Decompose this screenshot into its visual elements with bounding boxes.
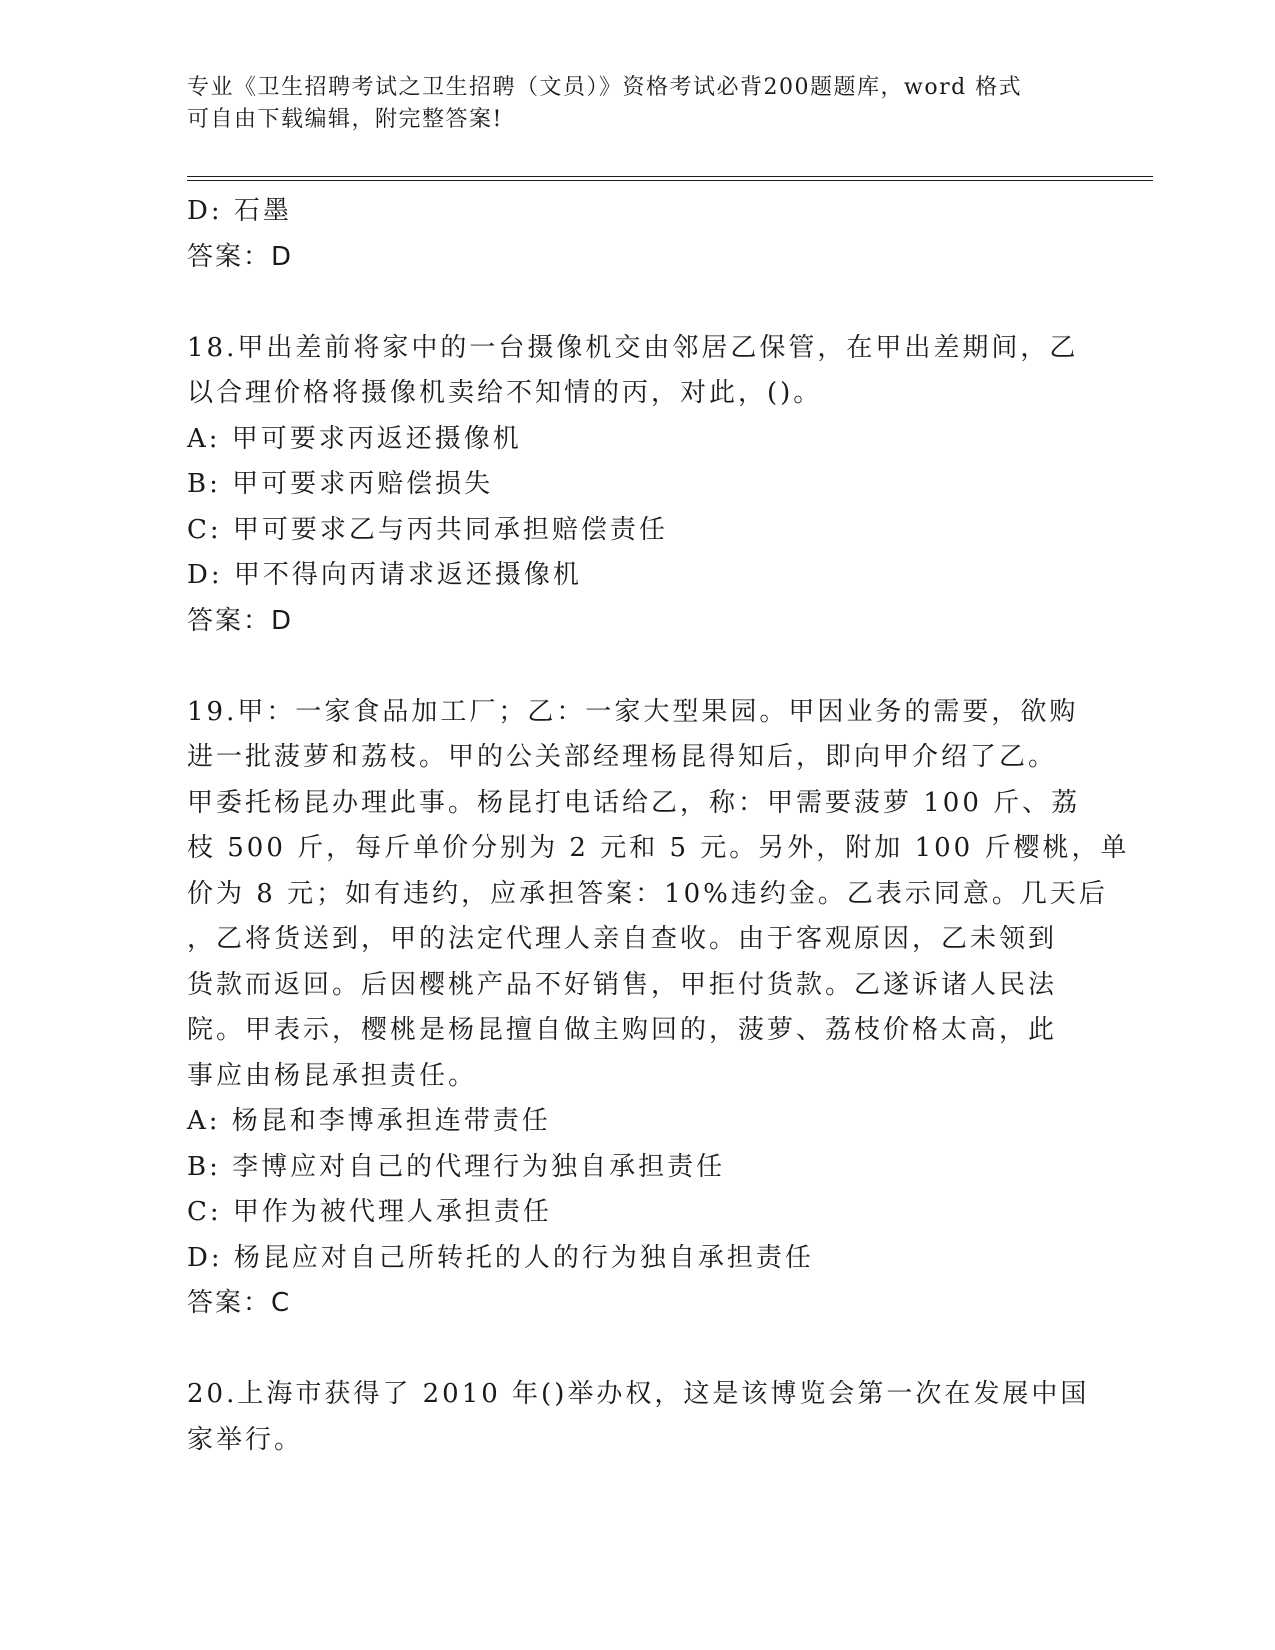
header-line-1: 专业《卫生招聘考试之卫生招聘（文员）》资格考试必背200题题库，word 格式 [187,75,1023,100]
option-d: D: 杨昆应对自己所转托的人的行为独自承担责任 [187,1242,814,1273]
question-stem-line: 家举行。 [187,1424,304,1455]
question-stem-line: 甲委托杨昆办理此事。杨昆打电话给乙，称：甲需要菠萝 100 斤、荔 [187,787,1081,818]
document-header [187,72,1067,136]
header-line-2: 可自由下载编辑，附完整答案! [187,107,503,132]
spacer [187,280,1067,326]
spacer [187,1327,1067,1373]
question-17-tail [187,189,1067,280]
question-stem-line: 价为 8 元；如有违约，应承担答案：10%违约金。乙表示同意。几天后 [187,878,1108,909]
question-stem-line: 货款而返回。后因樱桃产品不好销售，甲拒付货款。乙遂诉诸人民法 [187,969,1058,1000]
question-stem-line: 枝 500 斤，每斤单价分别为 2 元和 5 元。另外，附加 100 斤樱桃，单 [187,833,1130,863]
question-stem-line: 进一批菠萝和荔枝。甲的公关部经理杨昆得知后，即向甲介绍了乙。 [187,742,1058,772]
answer: 答案：D [187,605,294,636]
question-stem-line: 20.上海市获得了 2010 年()举办权，这是该博览会第一次在发展中国 [187,1379,1090,1409]
option-d: D: 甲不得向丙请求返还摄像机 [187,560,582,590]
question-stem-line: 18.甲出差前将家中的一台摄像机交由邻居乙保管，在甲出差期间，乙 [187,332,1079,363]
option-d: D: 石墨 [187,196,292,226]
question-stem-line: 事应由杨昆承担责任。 [187,1060,478,1091]
document-body [187,189,1130,1463]
answer: 答案：C [187,1288,292,1318]
question-19 [187,690,1130,1327]
answer: 答案：D [187,241,294,272]
option-c: C: 甲作为被代理人承担责任 [187,1197,552,1227]
option-c: C: 甲可要求乙与丙共同承担赔偿责任 [187,514,668,545]
option-b: B: 李博应对自己的代理行为独自承担责任 [187,1151,726,1182]
question-stem-line: 19.甲：一家食品加工厂；乙：一家大型果园。甲因业务的需要，欲购 [187,696,1079,727]
option-a: A: 甲可要求丙返还摄像机 [187,423,522,454]
question-stem-line: 以合理价格将摄像机卖给不知情的丙，对此，()。 [187,378,823,408]
question-20 [187,1372,1090,1463]
question-stem-line: ，乙将货送到，甲的法定代理人亲自查收。由于客观原因，乙未领到 [187,924,1058,954]
question-stem-line: 院。甲表示，樱桃是杨昆擅自做主购回的，菠萝、荔枝价格太高，此 [187,1015,1058,1045]
header-divider [187,176,1153,181]
spacer [187,644,1067,690]
question-18 [187,326,1079,645]
option-a: A: 杨昆和李博承担连带责任 [187,1106,551,1136]
option-b: B: 甲可要求丙赔偿损失 [187,469,494,499]
